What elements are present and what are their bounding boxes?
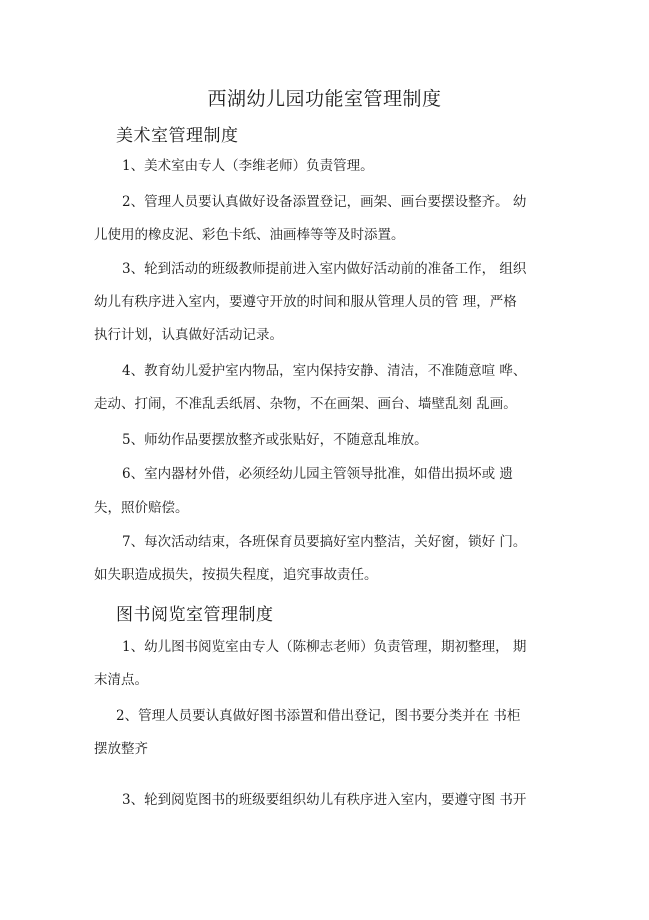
paragraph-line: 1、美术室由专人（李维老师）负责管理。	[122, 158, 374, 174]
paragraph-line: 2、管理人员要认真做好图书添置和借出登记，图书要分类并在 书柜	[116, 708, 521, 724]
paragraph-line: 如失职造成损失，按损失程度，追究事故责任。	[94, 567, 378, 583]
section-heading-library-room: 图书阅览室管理制度	[116, 605, 274, 625]
paragraph-line: 走动、打闹，不准乱丢纸屑、杂物，不在画架、画台、墙壁乱刻 乱画。	[94, 396, 517, 412]
paragraph-line: 4、教育幼儿爱护室内物品，室内保持安静、清洁，不准随意喧 哗、	[122, 363, 527, 379]
paragraph-line: 5、师幼作品要摆放整齐或张贴好，不随意乱堆放。	[122, 432, 428, 448]
paragraph-line: 6、室内器材外借，必须经幼儿园主管领导批准，如借出损坏或 遗	[122, 466, 513, 482]
paragraph-line: 摆放整齐	[94, 741, 148, 757]
paragraph-line: 失，照价赔偿。	[94, 500, 189, 516]
paragraph-line: 7、每次活动结束，各班保育员要搞好室内整洁，关好窗，锁好 门。	[122, 534, 527, 550]
paragraph-line: 儿使用的橡皮泥、彩色卡纸、油画棒等等及时添置。	[94, 227, 405, 243]
paragraph-line: 1、幼儿图书阅览室由专人（陈柳志老师）负责管理，期初整理， 期	[122, 639, 527, 655]
paragraph-line: 幼儿有秩序进入室内，要遵守开放的时间和服从管理人员的管 理，严格	[94, 294, 517, 310]
paragraph-line: 3、轮到活动的班级教师提前进入室内做好活动前的准备工作， 组织	[122, 261, 527, 277]
paragraph-line: 执行计划，认真做好活动记录。	[94, 327, 283, 343]
document-title: 西湖幼儿园功能室管理制度	[207, 88, 442, 110]
paragraph-line: 2、管理人员要认真做好设备添置登记，画架、画台要摆设整齐。 幼	[122, 194, 527, 210]
section-heading-art-room: 美术室管理制度	[116, 126, 239, 146]
paragraph-line: 3、轮到阅览图书的班级要组织幼儿有秩序进入室内，要遵守图 书开	[122, 792, 527, 808]
paragraph-line: 末清点。	[94, 672, 148, 688]
